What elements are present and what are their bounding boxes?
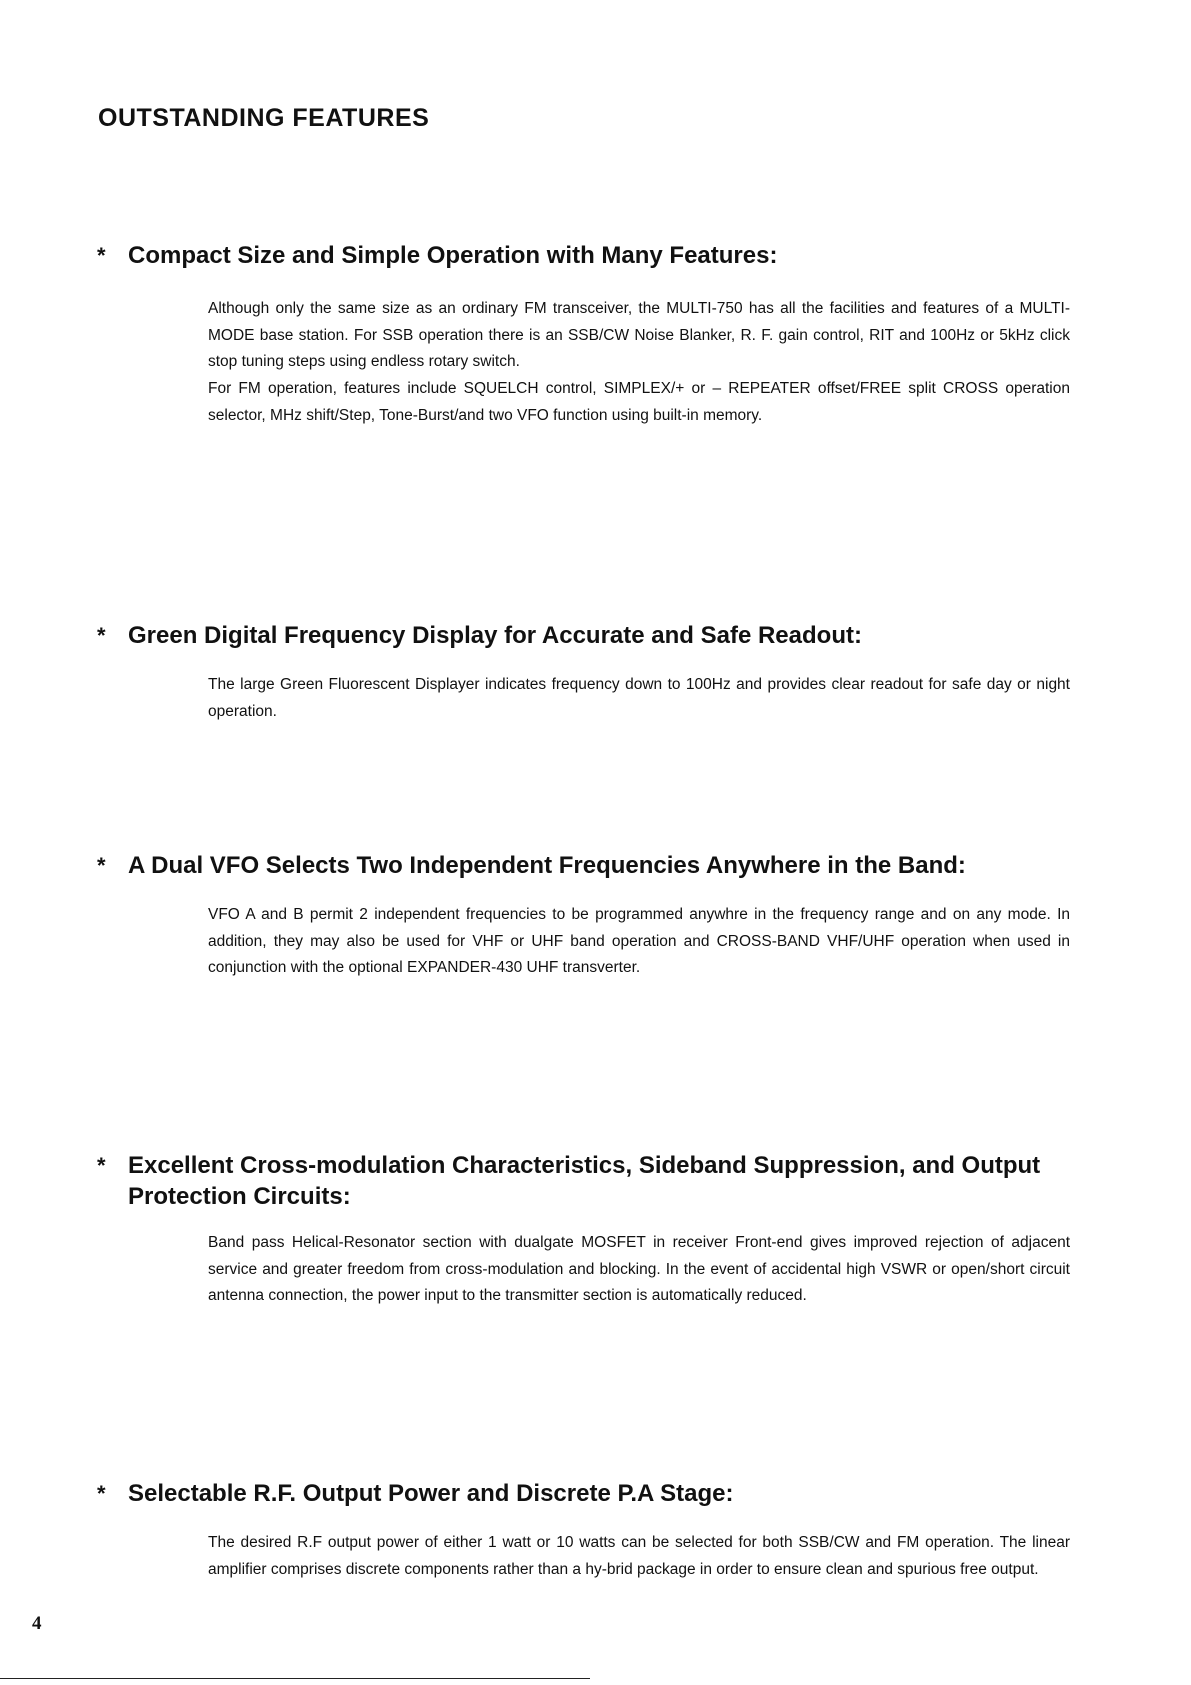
bottom-rule [0,1678,590,1679]
feature-rf-output [0,1478,1191,1578]
feature-title [0,620,1191,651]
feature-title [0,1478,1191,1509]
feature-title-text: Compact Size and Simple Operation with Many Features: [128,242,778,269]
bullet-icon: * [97,1481,106,1506]
bullet-icon: * [97,1153,106,1178]
feature-body-continued: For FM operation, features include SQUELCH control, SIMPLEX/+ or – REPEATER offset/FREE split CROSS operation selector, MHz shift/Step, Tone-Burst/and two VFO function using built-in memory. [208,380,1070,424]
feature-compact-size [0,240,1191,424]
feature-cross-modulation [0,1150,1191,1304]
page-heading: OUTSTANDING FEATURES [98,104,430,132]
feature-body: The desired R.F output power of either 1 watt or 10 watts can be selected for both SSB/CW and FM operation. The linear amplifier comprises discrete components rather than a hy-brid package in order to ensure clean and spurious free output. [208,1534,1070,1578]
feature-green-display [0,620,1191,720]
feature-body: The large Green Fluorescent Displayer indicates frequency down to 100Hz and provides clear readout for safe day or night operation. [208,676,1070,720]
feature-dual-vfo [0,850,1191,976]
feature-title-text: A Dual VFO Selects Two Independent Frequencies Anywhere in the Band: [128,852,966,879]
feature-title-text: Green Digital Frequency Display for Accurate and Safe Readout: [128,622,862,649]
feature-title [0,240,1191,271]
feature-body: Band pass Helical-Resonator section with dualgate MOSFET in receiver Front-end gives improved rejection of adjacent service and greater freedom from cross-modulation and blocking. In the event of accidental high VSWR or open/short circuit antenna connection, the power input to the transmitter section is automatically reduced. [208,1234,1070,1304]
feature-body: Although only the same size as an ordinary FM transceiver, the MULTI-750 has all the facilities and features of a MULTI-MODE base station. For SSB operation there is an SSB/CW Noise Blanker, R. F. gain control, RIT and 100Hz or 5kHz click stop tuning steps using endless rotary switch. [208,300,1070,370]
feature-title [0,850,1191,881]
bullet-icon: * [97,243,106,268]
page-number: 4 [32,1613,42,1634]
bullet-icon: * [97,853,106,878]
bullet-icon: * [97,623,106,648]
feature-title-text: Selectable R.F. Output Power and Discrete P.A Stage: [128,1480,734,1507]
feature-title-text: Excellent Cross-modulation Characteristics, Sideband Suppression, and Output Protection Circuits: [128,1152,1041,1210]
feature-title [0,1150,1191,1212]
feature-body: VFO A and B permit 2 independent frequencies to be programmed anywhre in the frequency range and on any mode. In addition, they may also be used for VHF or UHF band operation and CROSS-BAND VHF/UHF operation when used in conjunction with the optional EXPANDER-430 UHF transverter. [208,906,1070,976]
